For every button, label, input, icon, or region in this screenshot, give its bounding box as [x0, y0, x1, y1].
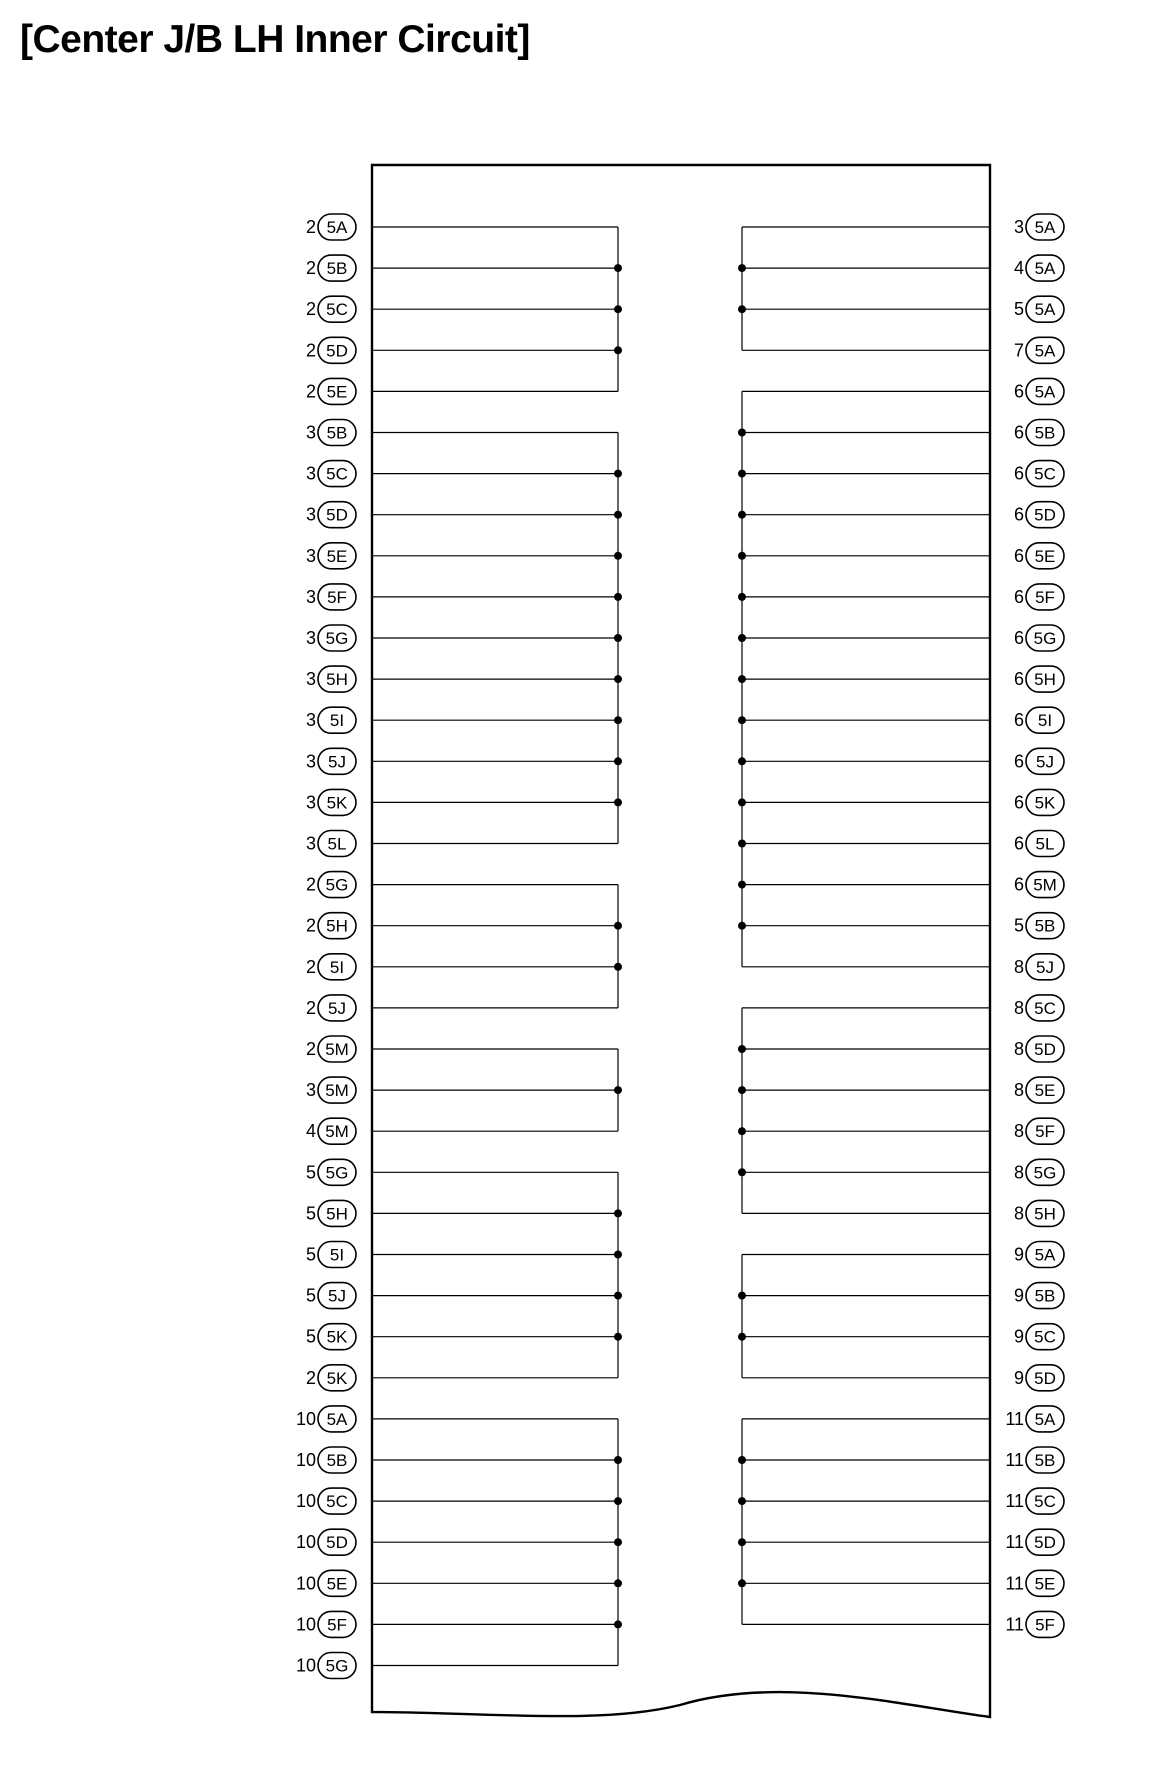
pin-number: 5 [1013, 915, 1024, 936]
page-title: [Center J/B LH Inner Circuit] [20, 18, 530, 61]
pin-label [296, 1406, 356, 1432]
pin-label [306, 378, 356, 404]
connector-code: 5A [1034, 1245, 1056, 1265]
pin-label [306, 584, 356, 610]
pin-number: 6 [1013, 833, 1024, 854]
pin-label [1014, 214, 1064, 240]
pin-label [306, 296, 356, 322]
connector-code: 5J [1036, 752, 1054, 772]
pin-number: 3 [305, 422, 316, 443]
pin-number: 3 [305, 710, 316, 731]
pin-number: 7 [1013, 340, 1024, 361]
connector-code: 5A [1034, 382, 1056, 402]
pin-label [306, 1159, 356, 1185]
pin-label [306, 255, 356, 281]
pin-label [296, 1488, 356, 1514]
pin-label [1014, 502, 1064, 528]
circuit-group [372, 227, 622, 391]
pin-number: 9 [1013, 1326, 1024, 1347]
pin-number: 5 [305, 1326, 316, 1347]
connector-code: 5A [1034, 1409, 1056, 1429]
pin-number: 6 [1013, 710, 1024, 731]
connector-code: 5E [326, 1574, 348, 1594]
connector-code: 5I [1037, 711, 1053, 731]
connector-code: 5F [327, 1615, 347, 1635]
pin-label [306, 461, 356, 487]
connector-code: 5I [329, 711, 345, 731]
pin-number: 8 [1013, 997, 1024, 1018]
pin-label [1014, 378, 1064, 404]
pin-number: 10 [295, 1655, 316, 1676]
connector-code: 5E [326, 546, 348, 566]
connector-code: 5D [1034, 505, 1056, 525]
pin-label [1014, 584, 1064, 610]
connector-code: 5I [329, 957, 345, 977]
connector-code: 5G [1033, 1163, 1057, 1183]
pin-label [306, 748, 356, 774]
connector-code: 5F [1035, 1122, 1055, 1142]
pin-label [306, 913, 356, 939]
connector-code: 5G [325, 875, 349, 895]
connector-code: 5D [1034, 1533, 1056, 1553]
pin-number: 6 [1013, 874, 1024, 895]
pin-number: 6 [1013, 792, 1024, 813]
connector-code: 5G [325, 1163, 349, 1183]
connector-code: 5D [1034, 1368, 1056, 1388]
pin-label [306, 872, 356, 898]
circuit-group [738, 1008, 990, 1214]
pin-labels [296, 214, 1064, 1679]
connector-code: 5C [326, 464, 348, 484]
connector-code: 5D [1034, 1040, 1056, 1059]
circuit-group [738, 1255, 990, 1378]
pin-number: 2 [305, 1367, 316, 1388]
connector-code: 5F [1035, 1615, 1055, 1635]
pin-label [1014, 461, 1064, 487]
connector-code: 5F [1035, 587, 1055, 607]
pin-number: 11 [1005, 1573, 1024, 1594]
connector-code: 5E [1034, 1081, 1056, 1101]
pin-number: 3 [305, 792, 316, 813]
connector-code: 5G [325, 1656, 349, 1676]
pin-label [306, 1118, 356, 1144]
pin-number: 6 [1013, 381, 1024, 402]
pin-label [1014, 625, 1064, 651]
connector-code: 5A [1034, 300, 1056, 320]
pin-number: 8 [1013, 1203, 1024, 1224]
pin-label [306, 420, 356, 446]
pin-number: 6 [1013, 669, 1024, 690]
pin-label [1014, 1283, 1064, 1309]
connector-code: 5B [326, 1451, 348, 1470]
pin-number: 10 [295, 1450, 316, 1470]
pin-label [1014, 954, 1064, 980]
pin-label [1005, 1447, 1064, 1473]
circuit-group [372, 885, 622, 1008]
pin-label [1014, 995, 1064, 1021]
connector-code: 5C [326, 1492, 348, 1512]
pin-label [1014, 296, 1064, 322]
pin-label [1014, 1036, 1064, 1062]
pin-label [1005, 1570, 1064, 1596]
pin-label [306, 1200, 356, 1226]
pin-number: 2 [305, 956, 316, 977]
pin-label [1014, 1118, 1064, 1144]
connector-code: 5A [326, 218, 348, 237]
pin-number: 9 [1013, 1285, 1024, 1306]
pin-number: 2 [305, 258, 316, 279]
pin-label [306, 995, 356, 1021]
connector-code: 5G [325, 629, 349, 648]
pin-number: 3 [305, 463, 316, 484]
pin-label [306, 1036, 356, 1062]
pin-number: 3 [305, 504, 316, 525]
pin-number: 3 [305, 628, 316, 648]
circuit-group [738, 1419, 990, 1625]
pin-number: 3 [1013, 217, 1024, 237]
pin-label [1014, 707, 1064, 733]
connector-code: 5L [1035, 834, 1055, 854]
pin-label [306, 1365, 356, 1391]
pin-number: 3 [305, 833, 316, 854]
connector-code: 5B [1034, 423, 1056, 443]
connector-code: 5F [327, 587, 347, 607]
pin-number: 5 [305, 1203, 316, 1224]
pin-label [1014, 1077, 1064, 1103]
pin-number: 9 [1013, 1244, 1024, 1265]
pin-label [306, 707, 356, 733]
connector-code: 5J [1036, 957, 1054, 977]
pin-label [1014, 831, 1064, 857]
pin-number: 6 [1013, 751, 1024, 772]
connector-code: 5A [1034, 259, 1056, 279]
connector-code: 5K [326, 793, 348, 813]
connector-code: 5G [1033, 629, 1057, 648]
pin-number: 4 [1013, 258, 1024, 279]
pin-number: 3 [305, 1080, 316, 1101]
connector-code: 5H [326, 1204, 348, 1224]
pin-number: 8 [1013, 956, 1024, 977]
connector-code: 5C [1034, 998, 1056, 1018]
connector-code: 5H [326, 916, 348, 936]
pin-number: 4 [305, 1121, 316, 1142]
pin-label [306, 666, 356, 692]
connector-code: 5K [326, 1327, 348, 1347]
connector-code: 5B [1034, 916, 1056, 936]
pin-number: 5 [305, 1244, 316, 1265]
pin-number: 2 [305, 299, 316, 320]
pin-label [1005, 1488, 1064, 1514]
pin-label [306, 625, 356, 651]
pin-label [1014, 337, 1064, 363]
connector-code: 5K [1034, 793, 1056, 813]
pin-number: 2 [305, 1039, 316, 1059]
connector-code: 5D [326, 1533, 348, 1553]
pin-number: 11 [1005, 1491, 1024, 1512]
pin-number: 11 [1005, 1614, 1024, 1635]
connector-code: 5B [1034, 1286, 1056, 1306]
pin-number: 2 [305, 381, 316, 402]
connector-code: 5C [1034, 464, 1056, 484]
pin-number: 2 [305, 915, 316, 936]
pin-label [296, 1447, 356, 1473]
pin-number: 6 [1013, 422, 1024, 443]
pin-number: 3 [305, 751, 316, 772]
connector-code: 5M [1033, 875, 1057, 895]
circuit-lines [372, 227, 990, 1666]
circuit-group [372, 433, 622, 844]
pin-label [1014, 748, 1064, 774]
pin-label [1014, 666, 1064, 692]
pin-label [1014, 1365, 1064, 1391]
pin-label [1014, 1159, 1064, 1185]
circuit-group [372, 1419, 622, 1666]
pin-number: 10 [295, 1532, 316, 1553]
pin-label [296, 1611, 356, 1637]
connector-code: 5A [1034, 341, 1056, 361]
pin-label [296, 1653, 356, 1679]
pin-number: 2 [305, 217, 316, 237]
pin-number: 6 [1013, 628, 1024, 648]
pin-label [306, 1077, 356, 1103]
pin-label [306, 1283, 356, 1309]
pin-label [1014, 913, 1064, 939]
pin-number: 6 [1013, 545, 1024, 566]
connector-code: 5H [1034, 1204, 1056, 1224]
pin-number: 10 [295, 1408, 316, 1429]
connector-code: 5J [328, 1286, 346, 1306]
pin-number: 8 [1013, 1162, 1024, 1183]
pin-number: 3 [305, 669, 316, 690]
pin-number: 8 [1013, 1080, 1024, 1101]
connector-code: 5J [328, 752, 346, 772]
pin-label [306, 789, 356, 815]
connector-code: 5A [1034, 218, 1056, 237]
connector-code: 5H [326, 670, 348, 690]
pin-label [1005, 1611, 1064, 1637]
circuit-group [372, 1049, 622, 1131]
pin-label [296, 1570, 356, 1596]
pin-label [306, 1324, 356, 1350]
pin-number: 2 [305, 997, 316, 1018]
pin-label [306, 337, 356, 363]
connector-code: 5E [1034, 1574, 1056, 1594]
connector-code: 5D [326, 341, 348, 361]
pin-label [1014, 420, 1064, 446]
connector-code: 5E [1034, 546, 1056, 566]
connector-code: 5M [325, 1081, 349, 1101]
connector-code: 5M [325, 1122, 349, 1142]
pin-number: 3 [305, 586, 316, 607]
pin-label [306, 543, 356, 569]
connector-code: 5D [326, 505, 348, 525]
connector-code: 5H [1034, 670, 1056, 690]
pin-number: 10 [295, 1573, 316, 1594]
circuit-group [372, 1172, 622, 1378]
pin-number: 11 [1005, 1450, 1024, 1470]
connector-code: 5C [326, 300, 348, 320]
pin-number: 2 [305, 874, 316, 895]
circuit-group [738, 227, 990, 350]
pin-number: 10 [295, 1491, 316, 1512]
pin-label [306, 954, 356, 980]
pin-label [1014, 543, 1064, 569]
pin-number: 8 [1013, 1121, 1024, 1142]
connector-code: 5A [326, 1409, 348, 1429]
pin-label [296, 1529, 356, 1555]
pin-label [306, 831, 356, 857]
pin-label [1014, 872, 1064, 898]
pin-label [306, 214, 356, 240]
pin-number: 6 [1013, 463, 1024, 484]
pin-number: 10 [295, 1614, 316, 1635]
connector-code: 5B [326, 423, 348, 443]
pin-label [1014, 1200, 1064, 1226]
pin-label [1005, 1406, 1064, 1432]
connector-code: 5J [328, 998, 346, 1018]
connector-code: 5K [326, 1368, 348, 1388]
junction-block-outline [372, 165, 990, 1717]
connector-code: 5C [1034, 1492, 1056, 1512]
connector-code: 5M [325, 1040, 349, 1059]
connector-code: 5I [329, 1245, 345, 1265]
pin-label [1014, 255, 1064, 281]
pin-number: 8 [1013, 1039, 1024, 1059]
pin-label [1014, 1324, 1064, 1350]
connector-code: 5C [1034, 1327, 1056, 1347]
pin-number: 5 [1013, 299, 1024, 320]
pin-number: 11 [1005, 1532, 1024, 1553]
connector-code: 5B [326, 259, 348, 279]
pin-number: 5 [305, 1285, 316, 1306]
pin-number: 11 [1005, 1408, 1024, 1429]
pin-number: 5 [305, 1162, 316, 1183]
pin-label [1005, 1529, 1064, 1555]
connector-code: 5E [326, 382, 348, 402]
pin-label [306, 1242, 356, 1268]
pin-label [1014, 789, 1064, 815]
pin-number: 6 [1013, 504, 1024, 525]
pin-number: 3 [305, 545, 316, 566]
pin-number: 2 [305, 340, 316, 361]
pin-label [306, 502, 356, 528]
connector-code: 5B [1034, 1451, 1056, 1470]
pin-number: 6 [1013, 586, 1024, 607]
connector-code: 5L [327, 834, 347, 854]
pin-number: 9 [1013, 1367, 1024, 1388]
circuit-group [738, 391, 990, 966]
pin-label [1014, 1242, 1064, 1268]
